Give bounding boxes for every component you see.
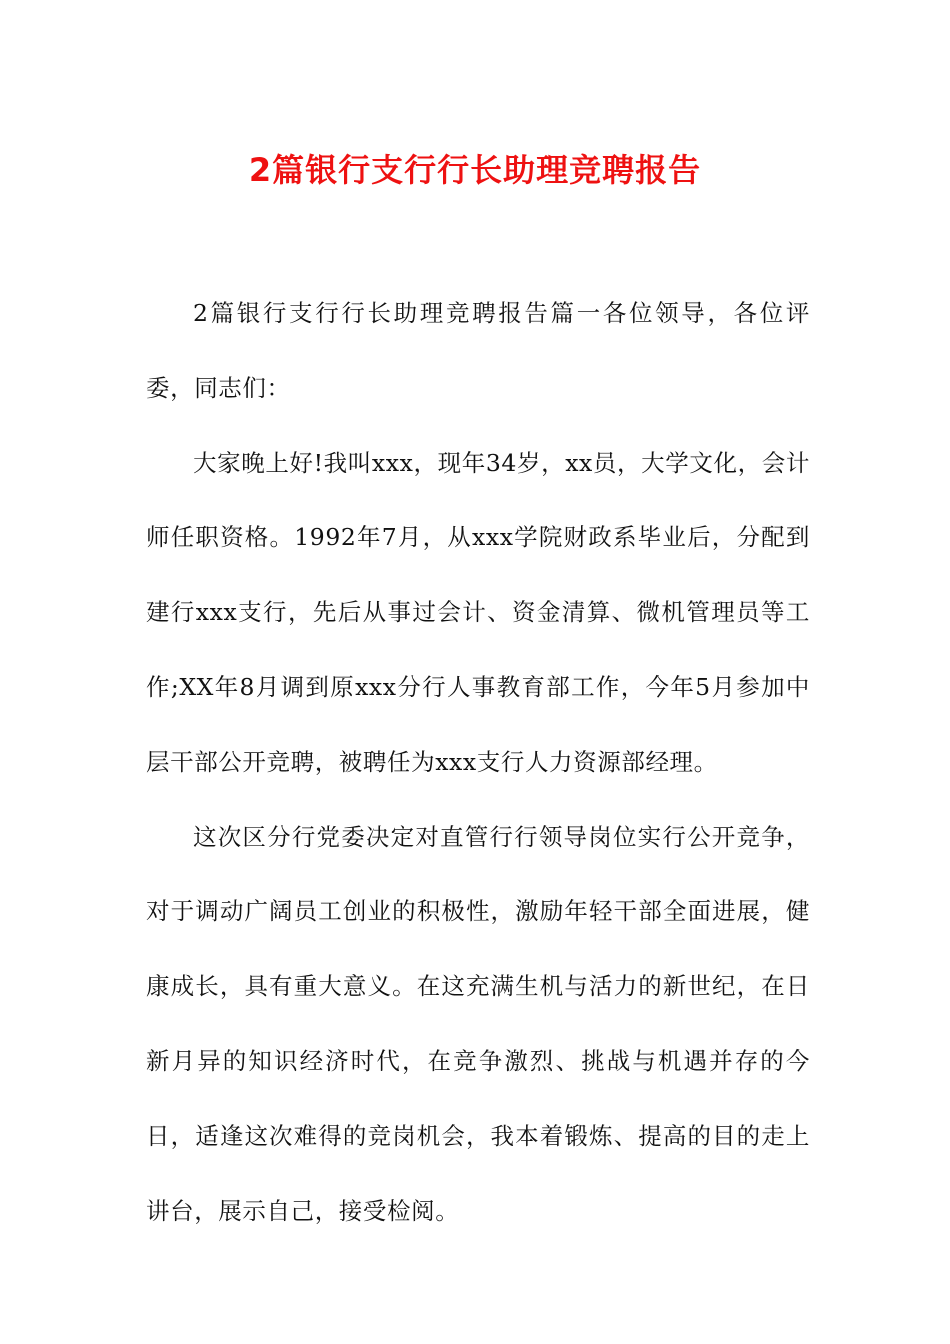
- document-body: [146, 276, 810, 1248]
- paragraph-self-introduction: 大家晚上好!我叫xxx，现年34岁，xx员，大学文化，会计师任职资格。1992年7月，从xxx学院财政系毕业后，分配到建行xxx支行，先后从事过会计、资金清算、微机管理员等工作;XX年8月调到原xxx分行人事教育部工作，今年5月参加中层干部公开竞聘，被聘任为xxx支行人力资源部经理。: [146, 448, 810, 776]
- paragraph-competition-significance: 这次区分行党委决定对直管行行领导岗位实行公开竞争，对于调动广阔员工创业的积极性，激励年轻干部全面进展，健康成长，具有重大意义。在这充满生机与活力的新世纪，在日新月异的知识经济时代，在竞争激烈、挑战与机遇并存的今日，适逢这次难得的竞岗机会，我本着锻炼、提高的目的走上讲台，展示自己，接受检阅。: [146, 822, 810, 1225]
- document-title: 2篇银行支行行长助理竞聘报告: [248, 151, 702, 189]
- paragraph-greeting: 2篇银行支行行长助理竞聘报告篇一各位领导，各位评委，同志们：: [146, 299, 810, 402]
